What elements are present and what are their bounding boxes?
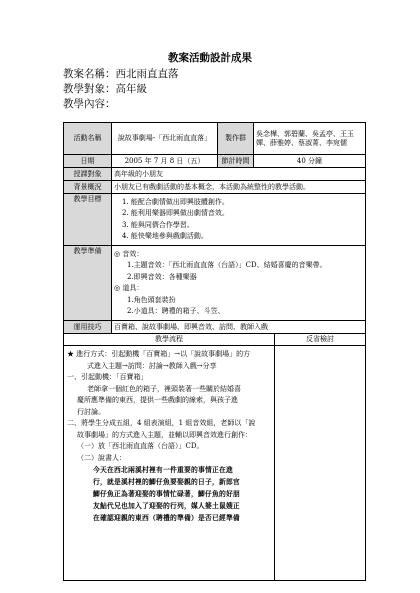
preparation-list <box>112 246 366 321</box>
row-flow-header <box>64 334 366 346</box>
flow-line: 行討論。 <box>77 407 105 416</box>
preparation-label: 教學準備 <box>64 246 112 321</box>
designers-value: 吳念樺、郭碧蘭、吳孟亭、王玉嬋、薛雅婷、蔡淑菁、李宛儒 <box>254 123 366 155</box>
flow-line: （二）說書人： <box>77 453 126 462</box>
story-line: 行，就是溪村裡的鯽仔魚要娶親的日子，新郎官 <box>93 478 240 486</box>
flow-line: 一、引起動機：「百寶箱」 <box>67 373 148 381</box>
goal-item: 2. 能利用樂器即興做出劇情音效。 <box>122 209 229 217</box>
props-item: 2.小道具：聘禮的箱子、斗笠、 <box>127 307 225 315</box>
activity-name-label: 活動名稱 <box>64 123 112 155</box>
audio-item: 2.即興音效：各種樂器 <box>127 272 197 281</box>
props-heading: ◎ 道具： <box>114 284 144 292</box>
techniques-label: 運用技巧 <box>64 321 112 334</box>
story-line: 今天在西北兩溪村裡有一件重要的事情正在進 <box>93 466 233 474</box>
audience-value: 高年級的小朋友 <box>112 168 366 181</box>
document-title: 教案活動設計成果 <box>168 52 252 64</box>
row-date <box>64 155 366 168</box>
flow-line: 慶所應準備的東西，提供一些戲劇的線索，與孩子進 <box>77 396 238 404</box>
props-item: 1.角色頭套裝扮 <box>127 295 176 304</box>
date-value: 2005 年 7 月 8 日（五） <box>112 155 218 168</box>
row-techniques <box>64 321 366 334</box>
flow-content <box>64 346 275 581</box>
meta-lesson-name <box>63 67 179 81</box>
flow-line: 式進入主題→訪問：討論→教師入戲→分享 <box>87 361 217 370</box>
meta-target <box>63 82 147 96</box>
flow-line: 故事劇場」的方式進入主題，並輔以即興音效進行創作： <box>77 430 252 439</box>
audio-heading: ◎ 音效： <box>114 249 144 258</box>
meta-label: 教學對象： <box>63 83 116 95</box>
time-label: 節計時間 <box>218 155 254 168</box>
meta-content <box>63 97 116 111</box>
flow-line: 老師拿一個紅色的箱子，裡頭裝著一些關於結婚喜 <box>87 384 241 393</box>
activity-name-value: 說故事劇場-「西北雨直直落」 <box>112 123 218 155</box>
meta-value: 高年級 <box>115 83 147 95</box>
meta-label: 教案名稱： <box>63 68 116 80</box>
row-preparation <box>64 246 366 321</box>
goals-label: 教學目標 <box>64 194 112 246</box>
flow-line: 二、將學生分成五組，4 組表演組，1 組音效組，老師以「說 <box>67 419 256 427</box>
audience-label: 授課對象 <box>64 168 112 181</box>
flow-line: （一）放「西北雨直直落（台語）」CD。 <box>77 442 204 450</box>
background-value: 小朋友已有戲劇活動的基本概念，本活動為統整性的教學活動。 <box>112 181 366 194</box>
techniques-value: 百寶箱、說故事劇場、即興音效、訪問、教師入戲 <box>112 321 366 334</box>
reflection-header: 反省檢討 <box>275 334 366 346</box>
row-activity-name <box>64 123 366 155</box>
date-label: 日期 <box>64 155 112 168</box>
reflection-content <box>275 346 366 581</box>
row-flow-content <box>64 346 366 581</box>
story-line: 鯽仔魚正為著迎娶的事情忙碌著，鯽仔魚的好朋 <box>93 490 240 498</box>
goal-item: 1. 能配合劇情做出即興肢體創作。 <box>122 197 229 206</box>
background-label: 背景概況 <box>64 181 112 194</box>
audio-item: 1.主題音效：「西北雨直直落（台語）」CD、結婚喜慶的音樂帶。 <box>127 261 327 269</box>
meta-value: 西北雨直直落 <box>115 68 179 80</box>
story-line: 在確認迎親的東西（聘禮的準備）是否已經準備 <box>93 514 240 522</box>
goal-item: 3. 能與同儕合作學習。 <box>122 220 194 229</box>
row-background <box>64 181 366 194</box>
lesson-plan-table <box>63 122 366 581</box>
time-value: 40 分鐘 <box>254 155 366 168</box>
row-goals <box>64 194 366 246</box>
flow-header: 教學流程 <box>64 334 275 346</box>
flow-line: ★ 進行方式：引起動機「百寶箱」→以「說故事劇場」的方 <box>67 350 251 358</box>
goal-item: 4. 能快樂地參與戲劇活動。 <box>122 232 208 240</box>
row-audience <box>64 168 366 181</box>
story-line: 友鮎代兄也加入了迎娶的行列，媒人婆土鼠嫂正 <box>93 502 240 510</box>
meta-label: 教學內容： <box>63 98 116 110</box>
goals-list <box>112 194 366 246</box>
designers-label: 製作群 <box>218 123 254 155</box>
